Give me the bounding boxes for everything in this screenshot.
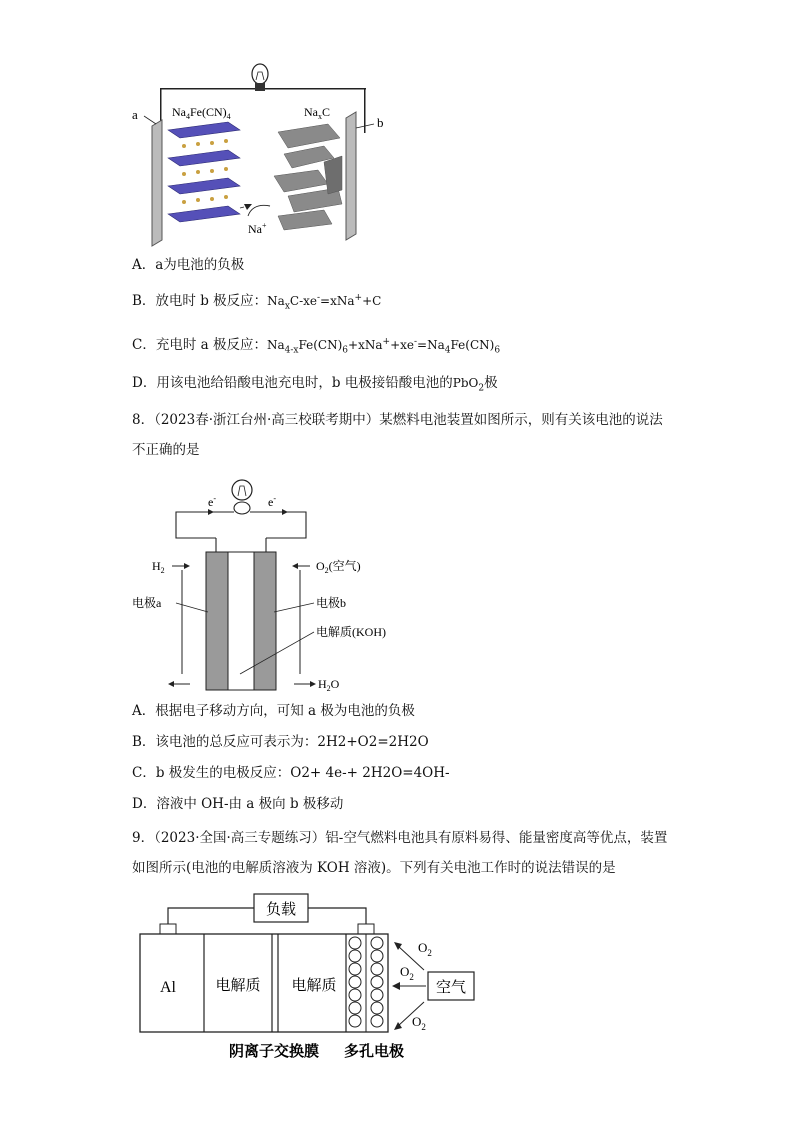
q7-option-c-equation: $Na_{4-x}Fe(CN)_6+xNa^++xe^-=Na_4Fe(CN)_6$ <box>266 337 501 356</box>
q7-option-d-formula: PbO$_2$ <box>452 376 485 394</box>
figure-aluminum-air-battery <box>128 890 488 1065</box>
h2-label: $H_2$ <box>152 559 165 575</box>
o2-air-label: $O_2$(空气) <box>316 559 361 575</box>
electrolyte-label: 电解质(KOH) <box>316 625 386 639</box>
electrode-a-rect <box>206 552 228 690</box>
q8-option-d: D．溶液中 OH-由 a 极向 b 极移动 <box>132 796 344 812</box>
prussian-blue-lattice <box>168 122 240 222</box>
h2o-label: $H_2O$ <box>318 677 340 693</box>
porous-electrode-caption: 多孔电极 <box>343 1044 405 1060</box>
electron-label-right: e- <box>268 494 276 509</box>
q7-option-c <box>132 333 500 359</box>
light-bulb-icon <box>232 480 252 514</box>
q8-option-b: B．该电池的总反应可表示为：2H2+O2=2H2O <box>132 734 429 750</box>
anode-formula: $Na_xC$ <box>304 105 331 121</box>
q7-option-b <box>132 289 381 315</box>
al-label: Al <box>160 979 176 996</box>
label-b: b <box>377 115 384 130</box>
electrode-b <box>346 112 356 240</box>
sodium-ion-label: Na+ <box>248 221 267 236</box>
membrane-caption: 阴离子交换膜 <box>228 1044 320 1060</box>
electrolyte-left-label: 电解质 <box>215 978 261 994</box>
light-bulb-icon <box>252 64 268 91</box>
q7-option-d-suffix: 极 <box>484 375 498 391</box>
o2-mid-label: $O_2$ <box>400 964 414 982</box>
q9-stem: 9．（2023·全国·高三专题练习）铝-空气燃料电池具有原料易得、能量密度高等优点，装置如图所示(电池的电解质溶液为 KOH 溶液)。下列有关电池工作时的说法错误的是 <box>132 830 668 876</box>
label-a: a <box>132 107 138 122</box>
q7-option-d-prefix: D．用该电池给铅酸电池充电时，b 电极接铅酸电池的 <box>132 375 453 391</box>
q8-stem: 8．（2023春·浙江台州·高三校联考期中）某燃料电池装置如图所示，则有关该电池的说法不正确的是 <box>132 412 663 458</box>
electrode-a <box>152 120 162 246</box>
q7-option-b-equation: $Na_xC-xe^-=xNa^++C$ <box>267 293 382 312</box>
q7-option-a: A．a为电池的负极 <box>132 257 245 273</box>
q7-option-b-prefix: B．放电时 b 极反应： <box>132 293 268 309</box>
o2-top-label: $O_2$ <box>418 940 432 958</box>
electron-label-left: e- <box>208 494 216 509</box>
electrode-a-label: 电极a <box>132 596 162 610</box>
figure-fuel-cell <box>128 466 388 698</box>
air-label: 空气 <box>435 980 467 996</box>
figure-sodium-ion-battery <box>128 58 388 248</box>
electrode-b-rect <box>254 552 276 690</box>
cathode-formula: $Na_4Fe(CN)_4$ <box>172 105 231 121</box>
q8-option-a: A．根据电子移动方向，可知 a 极为电池的负极 <box>132 703 415 719</box>
load-label: 负载 <box>265 902 297 918</box>
q7-option-c-prefix: C．充电时 a 极反应： <box>132 337 267 353</box>
electrode-b-label: 电极b <box>316 596 347 610</box>
q8-option-c: C．b 极发生的电极反应：O2+ 4e-+ 2H2O=4OH- <box>132 765 450 781</box>
o2-bottom-label: $O_2$ <box>412 1014 426 1032</box>
q7-option-d <box>132 374 498 397</box>
electrolyte-right-label: 电解质 <box>291 978 337 994</box>
hard-carbon-structure <box>274 124 342 230</box>
